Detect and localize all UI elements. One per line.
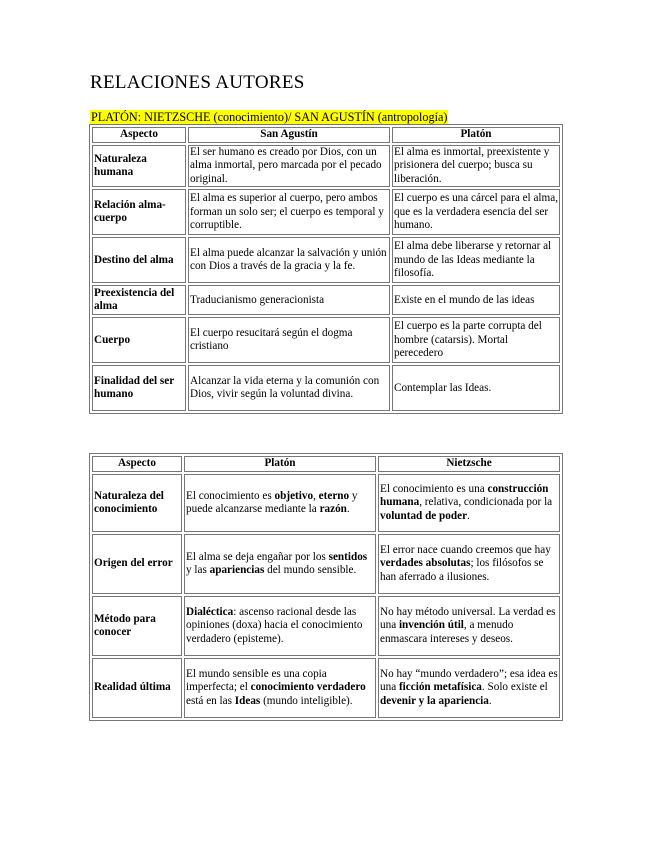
bold-term: invención útil xyxy=(398,619,464,632)
text-segment: El conocimiento es una xyxy=(380,482,488,495)
bold-term: ficción metafísica xyxy=(398,681,482,694)
row-text-cell: El alma puede alcanzar la salvación y unión con Dios a través de la gracia y la fe. xyxy=(188,237,390,283)
bold-term: verdades absolutas xyxy=(380,557,471,570)
table-row xyxy=(92,145,560,187)
row-text-cell xyxy=(184,596,376,656)
header-aspecto: Aspecto xyxy=(92,127,186,143)
row-text-cell xyxy=(378,474,560,532)
row-aspect-cell: Naturaleza humana xyxy=(92,145,186,187)
table-header-row xyxy=(92,127,560,143)
row-text-cell: Existe en el mundo de las ideas xyxy=(392,285,560,315)
table-row xyxy=(92,285,560,315)
row-text-cell: Traducianismo generacionista xyxy=(188,285,390,315)
text-segment: y puede alcanzarse mediante la xyxy=(186,489,358,515)
text-segment: No hay método universal. La verdad es una xyxy=(380,605,556,632)
row-aspect-cell: Preexistencia del alma xyxy=(92,285,186,315)
highlighted-subtitle: PLATÓN: NIETZSCHE (conocimiento)/ SAN AGUSTÍN (antropología) xyxy=(91,110,448,124)
row-text-cell xyxy=(184,534,376,594)
row-text-cell xyxy=(378,596,560,656)
row-aspect-cell: Cuerpo xyxy=(92,317,186,363)
table-row xyxy=(92,317,560,363)
text-segment: y las xyxy=(186,564,210,576)
row-text-cell: El cuerpo es la parte corrupta del hombre (catarsis). Mortal perecedero xyxy=(392,317,560,363)
bold-term: devenir y la apariencia xyxy=(380,694,489,707)
row-aspect-cell: Destino del alma xyxy=(92,237,186,283)
text-segment: , a menudo enmascara intereses y deseos. xyxy=(380,619,514,645)
row-aspect-cell: Realidad última xyxy=(92,658,182,718)
table-row xyxy=(92,237,560,283)
text-segment: El error nace cuando creemos que hay xyxy=(380,543,551,556)
table-row xyxy=(92,474,560,532)
table-row xyxy=(92,596,560,656)
header-platon: Platón xyxy=(392,127,560,143)
text-segment: , xyxy=(313,489,319,502)
text-segment: . xyxy=(488,694,492,707)
bold-term: objetivo xyxy=(274,489,314,502)
bold-term: razón xyxy=(319,503,347,515)
text-segment: El mundo sensible es una copia imperfecta; el xyxy=(186,667,327,694)
text-segment: ; los filósofos se han aferrado a ilusiones. xyxy=(380,557,544,583)
row-text-cell: Contemplar las Ideas. xyxy=(392,365,560,411)
text-segment: No hay “mundo verdadero”; esa idea es una xyxy=(380,667,558,694)
table-row xyxy=(92,658,560,718)
text-segment: (mundo inteligible). xyxy=(260,694,353,707)
table-platon-nietzsche xyxy=(89,453,563,721)
text-segment: . xyxy=(467,509,470,522)
text-segment: El conocimiento es xyxy=(186,489,275,502)
row-aspect-cell: Relación alma-cuerpo xyxy=(92,189,186,235)
row-aspect-cell: Origen del error xyxy=(92,534,182,594)
bold-term: construcción humana xyxy=(380,482,549,509)
row-text-cell: El alma debe liberarse y retornar al mundo de las Ideas mediante la filosofía. xyxy=(392,237,560,283)
header-platon: Platón xyxy=(184,456,376,472)
row-text-cell: Alcanzar la vida eterna y la comunión con Dios, vivir según la voluntad divina. xyxy=(188,365,390,411)
table-row xyxy=(92,189,560,235)
row-text-cell: El alma es inmortal, preexistente y prisionera del cuerpo; busca su liberación. xyxy=(392,145,560,187)
text-segment: : ascenso racional desde las opiniones (doxa) hacia el conocimiento verdadero (episteme). xyxy=(186,605,363,645)
bold-term: Dialéctica xyxy=(186,605,234,618)
row-aspect-cell: Naturaleza del conocimiento xyxy=(92,474,182,532)
header-san-agustin: San Agustín xyxy=(188,127,390,143)
row-text-cell xyxy=(378,658,560,718)
text-segment: está en las xyxy=(186,694,235,707)
bold-term: voluntad de poder xyxy=(380,509,468,522)
table-row xyxy=(92,365,560,411)
bold-term: conocimiento verdadero xyxy=(250,681,366,694)
page-title: RELACIONES AUTORES xyxy=(90,72,305,93)
row-aspect-cell: Método para conocer xyxy=(92,596,182,656)
row-text-cell: El alma es superior al cuerpo, pero ambos forman un solo ser; el cuerpo es temporal y corruptible. xyxy=(188,189,390,235)
header-nietzsche: Nietzsche xyxy=(378,456,560,472)
text-segment: , relativa, condicionada por la xyxy=(419,496,553,509)
bold-term: sentidos xyxy=(328,550,368,563)
row-text-cell: El cuerpo es una cárcel para el alma, que es la verdadera esencia del ser humano. xyxy=(392,189,560,235)
text-segment: . Solo existe el xyxy=(481,681,548,694)
table-agustin-platon xyxy=(89,124,563,414)
row-text-cell: El cuerpo resucitará según el dogma cristiano xyxy=(188,317,390,363)
table-header-row xyxy=(92,456,560,472)
row-text-cell xyxy=(378,534,560,594)
row-text-cell: El ser humano es creado por Dios, con un alma inmortal, pero marcada por el pecado original. xyxy=(188,145,390,187)
table-row xyxy=(92,534,560,594)
text-segment: El alma se deja engañar por los xyxy=(186,550,329,563)
text-segment: . xyxy=(346,503,350,515)
row-text-cell xyxy=(184,474,376,532)
bold-term: apariencias xyxy=(209,564,265,576)
row-text-cell xyxy=(184,658,376,718)
bold-term: eterno xyxy=(318,489,350,502)
bold-term: Ideas xyxy=(234,694,261,707)
header-aspecto: Aspecto xyxy=(92,456,182,472)
row-aspect-cell: Finalidad del ser humano xyxy=(92,365,186,411)
text-segment: del mundo sensible. xyxy=(264,564,357,576)
